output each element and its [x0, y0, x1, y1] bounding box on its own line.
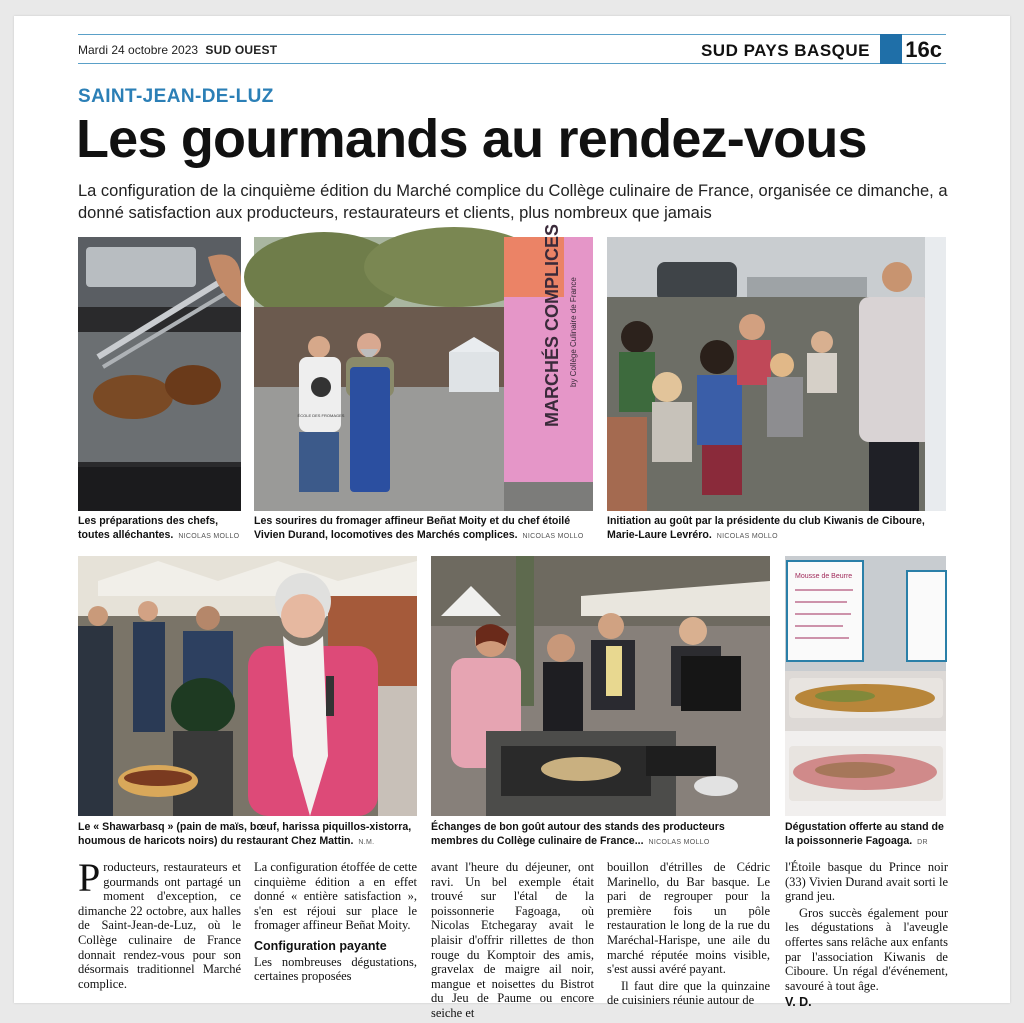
author-signature: V. D. — [785, 995, 812, 1010]
caption-photo-6: Dégustation offerte au stand de la poissonnerie Fagoaga. DR — [785, 821, 944, 847]
photo-children-tasting — [607, 237, 946, 511]
caption-photo-2: Les sourires du fromager affineur Beñat Moity et du chef étoilé Vivien Durand, locomotives des Marchés complices. NICOLAS MOLLO — [254, 515, 584, 541]
body-column-5: l'Étoile basque du Prince noir (33) Vivien Durand avait sorti le grand jeu. Gros succès également pour les dégustations à l'aveugle offertes sans relâche aux enfants par l'association Kiwanis de Ciboure. Un régal d'événement, savouré à tout âge. V. D. — [785, 860, 948, 1010]
body-column-3: avant l'heure du déjeuner, ont ravi. Un bel exemple était trouvé sur l'étal de la poissonnerie Fagoaga, où Nicolas Etchegaray avait le plaisir d'offrir rillettes de thon rouge du Komptoir des amis, gravelax de maigre ail noir, mangue et noisettes du Bistrot du Jeu de Paume ou encore seiche et — [431, 860, 594, 1020]
banner-text: MARCHÉS COMPLICES — [542, 223, 562, 427]
masthead-section: SUD PAYS BASQUE — [700, 41, 870, 60]
photo-cheesemaker-and-chef — [254, 223, 593, 511]
page-number: 16c — [905, 37, 942, 62]
photo-producer-stands — [431, 556, 770, 816]
photo-shawarbasq — [78, 556, 417, 816]
caption-photo-5: Échanges de bon goût autour des stands des producteurs membres du Collège culinaire de France... NICOLAS MOLLO — [431, 821, 725, 847]
caption-photo-3: Initiation au goût par la présidente du club Kiwanis de Ciboure, Marie-Laure Levréro. NICOLAS MOLLO — [607, 515, 925, 541]
body-column-1: Producteurs, restaurateurs et gourmands ont partagé un moment d'exception, ce dimanche 22 octobre, aux halles de Saint-Jean-de-Luz, où le Collège culinaire de France donnait rendez-vous pour son désormais traditionnel Marché complice. — [78, 855, 241, 991]
masthead-brand: SUD OUEST — [205, 43, 278, 57]
body-column-4: bouillon d'étrilles de Cédric Marinello, du Bar basque. Le pari de regrouper pour la première fois un pôle restauration le long de la rue du Maréchal-Harispe, une aile du marché réputée moins visible, s'est aussi avéré payant. Il faut dire que la quinzaine de cuisiniers réunie autour de — [607, 860, 770, 1008]
caption-photo-4: Le « Shawarbasq » (pain de maïs, bœuf, harissa piquillos-xistorra, houmous de haricots noirs) du restaurant Chez Mattin. N.M. — [78, 821, 412, 847]
photo-fishmonger-tasting — [785, 556, 946, 816]
article-standfirst: La configuration de la cinquième édition du Marché complice du Collège culinaire de France, organisée ce dimanche, a donné satisfaction aux producteurs, restaurateurs et clients, plus nombreux que jamais — [78, 182, 948, 222]
masthead-accent-block — [880, 34, 902, 64]
drop-cap: P — [78, 855, 101, 900]
article-headline: Les gourmands au rendez-vous — [76, 109, 867, 169]
masthead — [78, 34, 946, 64]
tshirt-text: ÉCOLE DES FROMAGES — [297, 413, 345, 418]
masthead-date: Mardi 24 octobre 2023 SUD OUEST — [78, 43, 278, 57]
photo-chef-preparations — [78, 237, 241, 511]
banner-subtext: by Collège Culinaire de France — [569, 277, 578, 387]
board-text: Mousse de Beurre — [795, 573, 853, 580]
article-kicker: SAINT-JEAN-DE-LUZ — [78, 86, 274, 107]
caption-photo-1: Les préparations des chefs, toutes alléchantes. NICOLAS MOLLO — [78, 515, 240, 541]
subheading: Configuration payante — [254, 938, 387, 953]
newspaper-page — [14, 16, 1010, 1020]
body-column-2: La configuration étoffée de cette cinquième édition a en effet donné « entière satisfaction », s'en est réjoui sur place le fromager affineur Beñat Moity. Configuration payante Les nombreuses dégustations, certaines proposées — [254, 860, 417, 984]
